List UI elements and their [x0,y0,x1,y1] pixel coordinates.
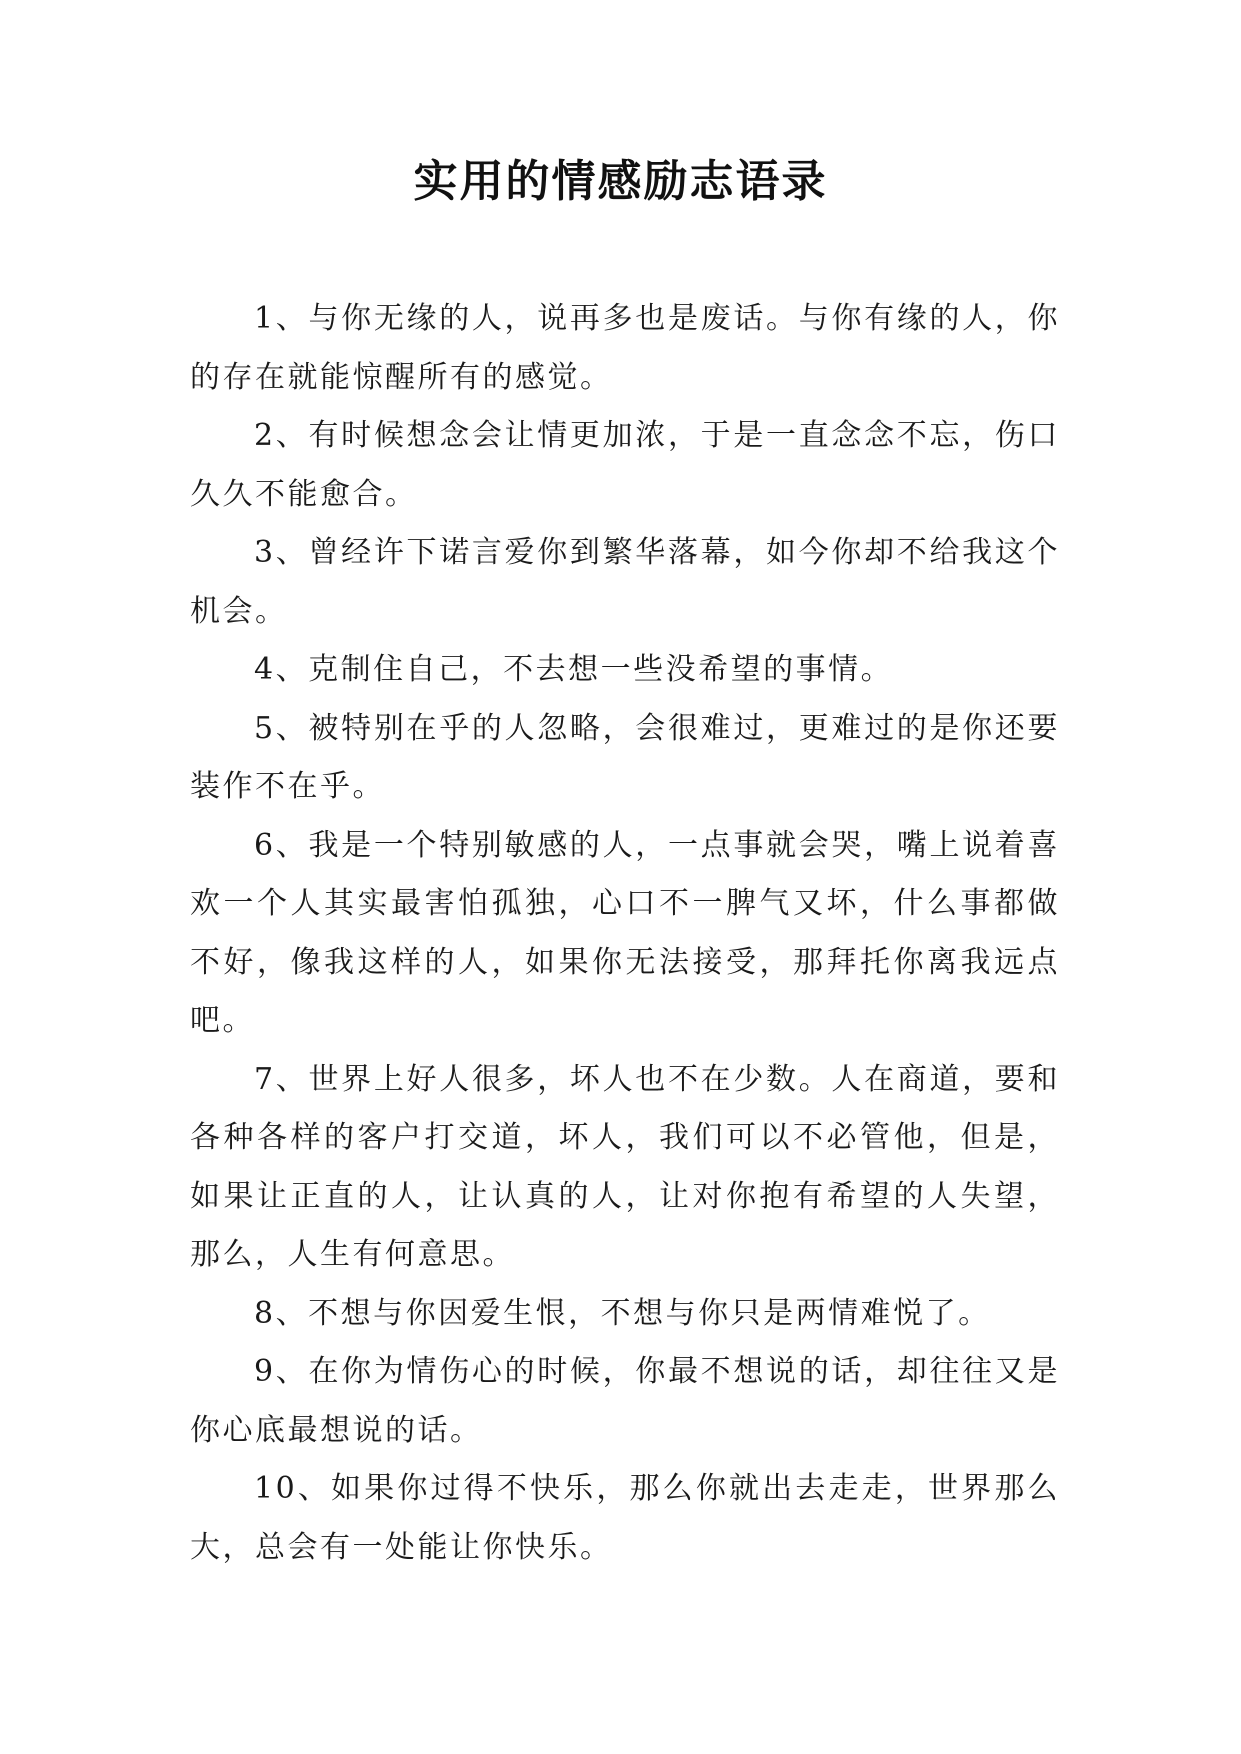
quote-paragraph: 9、在你为情伤心的时候，你最不想说的话，却往往又是你心底最想说的话。 [190,1354,1060,1448]
quote-paragraph: 3、曾经许下诺言爱你到繁华落幕，如今你却不给我这个机会。 [190,535,1060,629]
quote-paragraph: 5、被特别在乎的人忽略，会很难过，更难过的是你还要装作不在乎。 [190,710,1060,804]
document-title: 实用的情感励志语录 [413,156,828,207]
quote-paragraph: 8、不想与你因爱生恨，不想与你只是两情难悦了。 [254,1295,991,1331]
quote-paragraph: 6、我是一个特别敏感的人，一点事就会哭，嘴上说着喜欢一个人其实最害怕孤独，心口不一脾气又坏，什么事都做不好，像我这样的人，如果你无法接受，那拜托你离我远点吧。 [190,827,1060,1038]
quote-paragraph: 10、如果你过得不快乐，那么你就出去走走，世界那么大，总会有一处能让你快乐。 [190,1471,1060,1565]
quote-paragraph: 2、有时候想念会让情更加浓，于是一直念念不忘，伤口久久不能愈合。 [190,418,1060,512]
quote-paragraph: 1、与你无缘的人，说再多也是废话。与你有缘的人，你的存在就能惊醒所有的感觉。 [190,301,1060,395]
quote-paragraph: 7、世界上好人很多，坏人也不在少数。人在商道，要和各种各样的客户打交道，坏人，我们可以不必管他，但是，如果让正直的人，让认真的人，让对你抱有希望的人失望，那么，人生有何意思。 [190,1061,1060,1272]
quote-paragraph: 4、克制住自己，不去想一些没希望的事情。 [254,652,894,687]
document-body [190,290,1060,1577]
